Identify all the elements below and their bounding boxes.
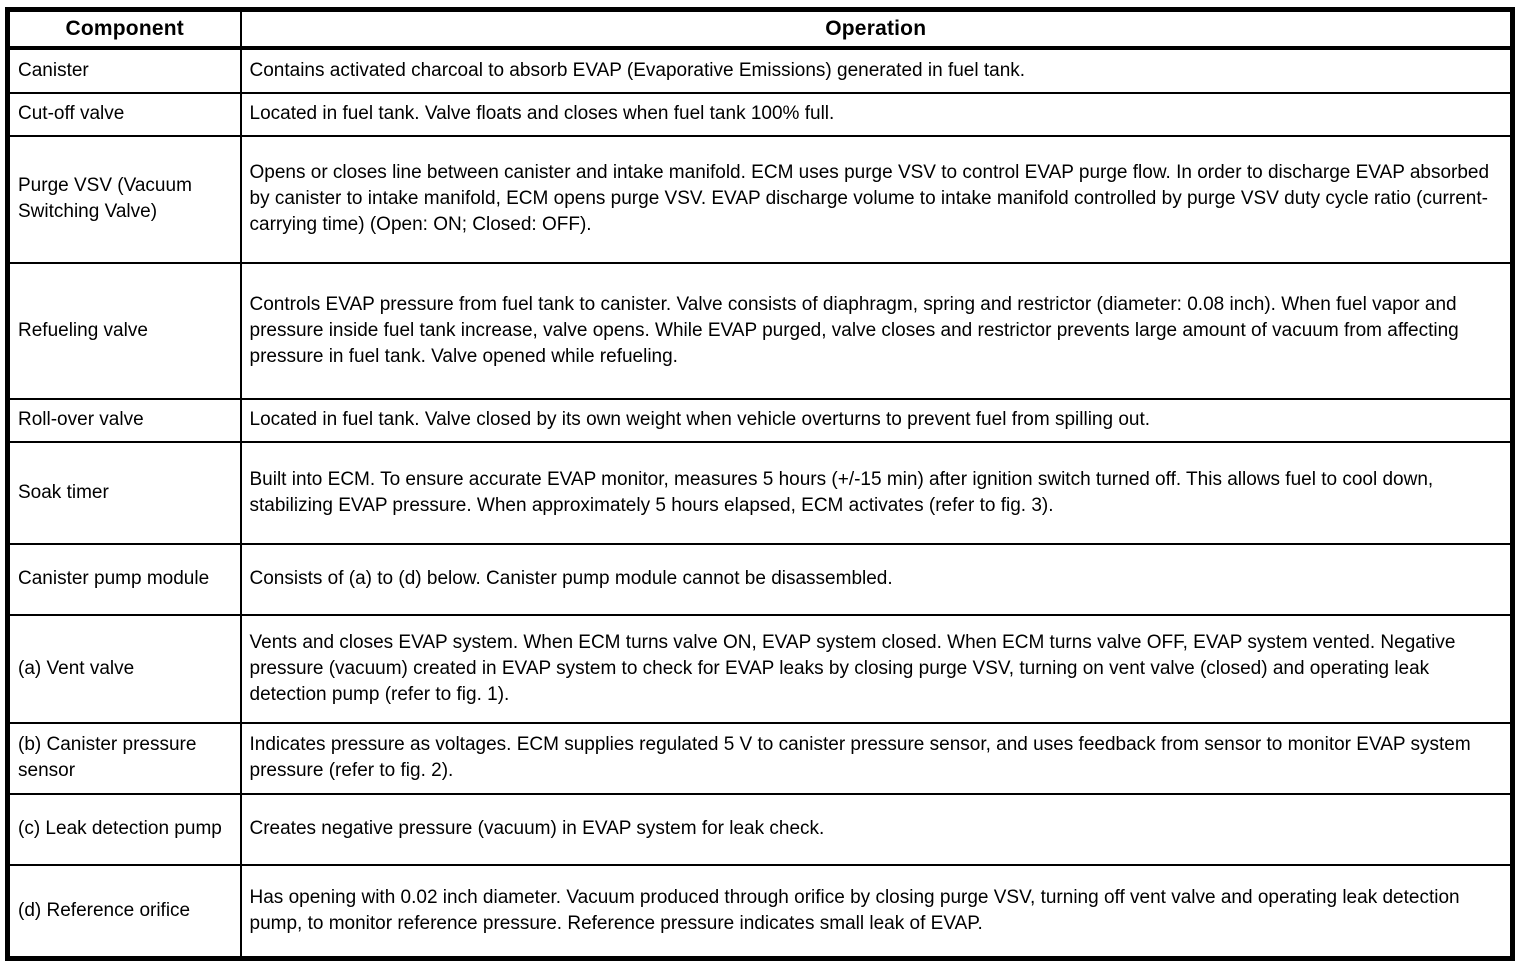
component-cell: Canister	[8, 48, 241, 93]
operation-cell: Has opening with 0.02 inch diameter. Vacuum produced through orifice by closing purge VSV, turning off vent valve and operating leak detection pump, to monitor reference pressure. Reference pressure indicates small leak of EVAP.	[241, 865, 1513, 959]
operation-cell: Vents and closes EVAP system. When ECM turns valve ON, EVAP system closed. When ECM turns valve OFF, EVAP system vented. Negative pressure (vacuum) created in EVAP system to check for EVAP leaks by closing purge VSV, turning on vent valve (closed) and operating leak detection pump (refer to fig. 1).	[241, 615, 1513, 723]
component-cell: Cut-off valve	[8, 93, 241, 136]
table-row	[8, 93, 1513, 136]
component-cell: (a) Vent valve	[8, 615, 241, 723]
table-header	[8, 10, 1513, 48]
table-row	[8, 442, 1513, 544]
component-cell: Soak timer	[8, 442, 241, 544]
evap-component-table	[5, 7, 1515, 961]
operation-cell: Controls EVAP pressure from fuel tank to canister. Valve consists of diaphragm, spring and restrictor (diameter: 0.08 inch). When fuel vapor and pressure inside fuel tank increase, valve opens. While EVAP purged, valve closes and restrictor prevents large amount of vacuum from affecting pressure in fuel tank. Valve opened while refueling.	[241, 263, 1513, 399]
operation-cell: Built into ECM. To ensure accurate EVAP monitor, measures 5 hours (+/-15 min) after ignition switch turned off. This allows fuel to cool down, stabilizing EVAP pressure. When approximately 5 hours elapsed, ECM activates (refer to fig. 3).	[241, 442, 1513, 544]
column-header-component: Component	[8, 10, 241, 48]
column-header-operation: Operation	[241, 10, 1513, 48]
component-cell: (d) Reference orifice	[8, 865, 241, 959]
table-row	[8, 615, 1513, 723]
component-cell: (c) Leak detection pump	[8, 794, 241, 865]
component-cell: (b) Canister pressure sensor	[8, 723, 241, 794]
table-row	[8, 544, 1513, 615]
header-row	[8, 10, 1513, 48]
operation-cell: Consists of (a) to (d) below. Canister pump module cannot be disassembled.	[241, 544, 1513, 615]
component-cell: Canister pump module	[8, 544, 241, 615]
table-row	[8, 723, 1513, 794]
table-row	[8, 136, 1513, 263]
operation-cell: Contains activated charcoal to absorb EVAP (Evaporative Emissions) generated in fuel tank.	[241, 48, 1513, 93]
table-row	[8, 399, 1513, 442]
operation-cell: Creates negative pressure (vacuum) in EVAP system for leak check.	[241, 794, 1513, 865]
component-cell: Roll-over valve	[8, 399, 241, 442]
table-row	[8, 263, 1513, 399]
component-cell: Refueling valve	[8, 263, 241, 399]
operation-cell: Located in fuel tank. Valve floats and closes when fuel tank 100% full.	[241, 93, 1513, 136]
operation-cell: Indicates pressure as voltages. ECM supplies regulated 5 V to canister pressure sensor, and uses feedback from sensor to monitor EVAP system pressure (refer to fig. 2).	[241, 723, 1513, 794]
table-body	[8, 48, 1513, 959]
operation-cell: Located in fuel tank. Valve closed by its own weight when vehicle overturns to prevent fuel from spilling out.	[241, 399, 1513, 442]
table-row	[8, 865, 1513, 959]
component-cell: Purge VSV (Vacuum Switching Valve)	[8, 136, 241, 263]
table-row	[8, 794, 1513, 865]
operation-cell: Opens or closes line between canister and intake manifold. ECM uses purge VSV to control EVAP purge flow. In order to discharge EVAP absorbed by canister to intake manifold, ECM opens purge VSV. EVAP discharge volume to intake manifold controlled by purge VSV duty cycle ratio (current-carrying time) (Open: ON; Closed: OFF).	[241, 136, 1513, 263]
table-row	[8, 48, 1513, 93]
